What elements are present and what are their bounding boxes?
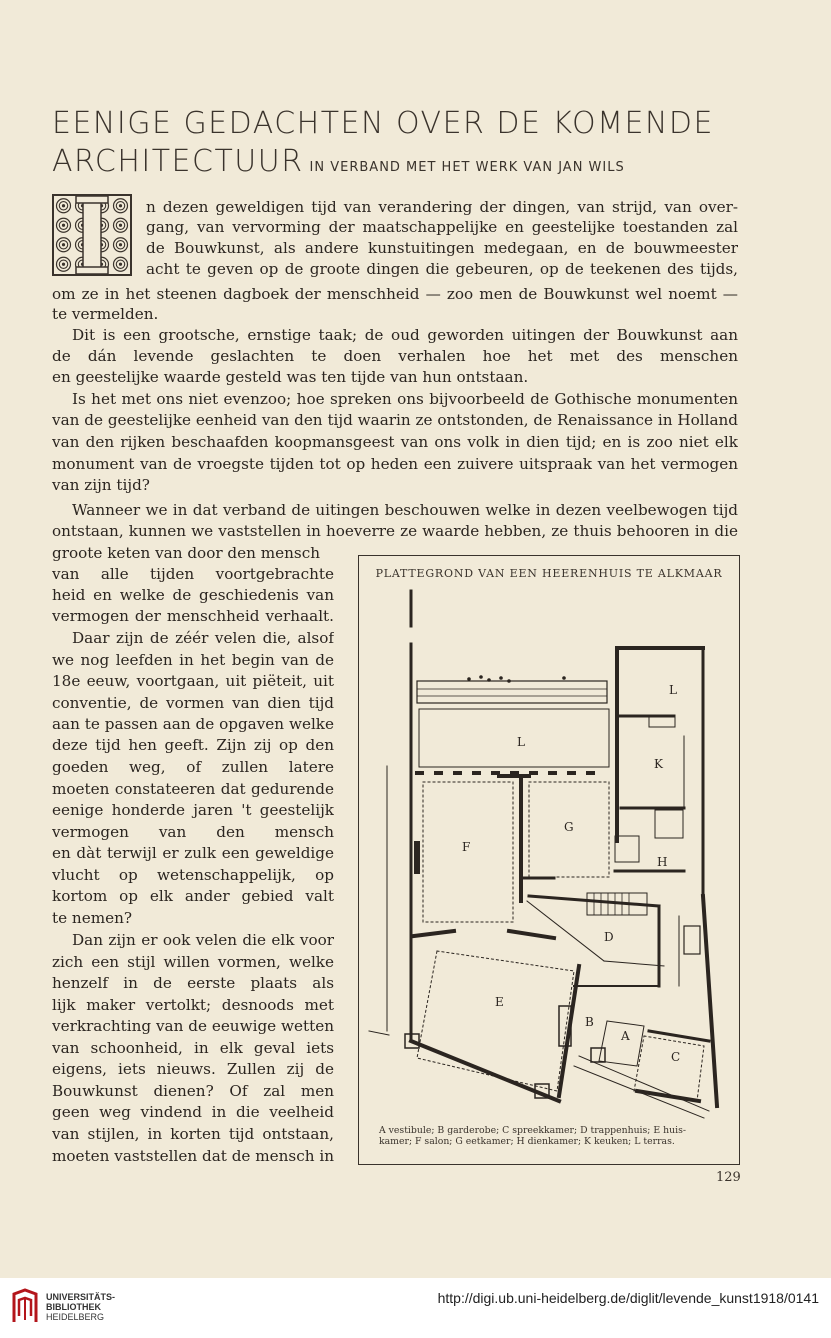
text-line: ontstaan, kunnen we vaststellen in hoeverre ze waarde hebben, ze thuis behooren in die bbox=[52, 522, 738, 540]
plan-label-e: E bbox=[495, 995, 504, 1009]
article-title-line2 bbox=[52, 144, 625, 179]
plan-label-l-top: L bbox=[669, 683, 677, 697]
article-title-line1: EENIGE GEDACHTEN OVER DE KOMENDE bbox=[52, 106, 714, 141]
university-library-logo-icon[interactable] bbox=[10, 1286, 40, 1326]
plan-label-f: F bbox=[462, 840, 471, 854]
text-line: aan te passen aan de opgaven welke bbox=[52, 715, 334, 733]
text-line: vlucht op wetenschappelijk, op bbox=[52, 866, 334, 884]
plan-label-l: L bbox=[517, 735, 525, 749]
text-line: verkrachting van de eeuwige wetten bbox=[52, 1017, 334, 1035]
text-line: Wanneer we in dat verband de uitingen beschouwen welke in dezen veelbewogen tijd bbox=[72, 501, 738, 519]
text-line: eigens, iets nieuws. Zullen zij de bbox=[52, 1060, 334, 1078]
text-line: van schoonheid, in elk geval iets bbox=[52, 1039, 334, 1057]
plan-label-c: C bbox=[671, 1050, 681, 1064]
text-line: Daar zijn de zéér velen die, alsof bbox=[72, 629, 334, 647]
text-line: eenige honderde jaren 't geestelijk bbox=[52, 801, 334, 819]
text-line: van den rijken beschaafden koopmansgeest van ons volk in dien tijd; en is zoo niet elk bbox=[52, 433, 738, 451]
text-line: Dan zijn er ook velen die elk voor bbox=[72, 931, 334, 949]
text-line: moeten vaststellen dat de mensch in bbox=[52, 1147, 334, 1165]
plan-label-d: D bbox=[604, 930, 614, 944]
text-line: Is het met ons niet evenzoo; hoe spreken ons bijvoorbeeld de Gothische monumenten bbox=[72, 390, 738, 408]
text-line: acht te geven op de groote dingen die gebeuren, op de teekenen des tijds, bbox=[146, 260, 738, 278]
text-line: kortom op elk ander gebied valt bbox=[52, 887, 334, 905]
text-line: de dán levende geslachten te doen verhalen hoe het met des menschen bbox=[52, 347, 738, 365]
text-line: henzelf in de eerste plaats als bbox=[52, 974, 334, 992]
text-line: Dit is een grootsche, ernstige taak; de oud geworden uitingen der Bouwkunst aan bbox=[72, 326, 738, 344]
text-line: zich een stijl willen vormen, welke bbox=[52, 953, 334, 971]
text-line: groote keten van door den mensch bbox=[52, 544, 320, 562]
text-line: van de geestelijke eenheid van den tijd waarin ze ontstonden, de Renaissance in Holland bbox=[52, 411, 738, 429]
article-title-main: ARCHITECTUUR bbox=[52, 144, 304, 179]
viewer-footer bbox=[0, 1278, 831, 1338]
library-name[interactable]: UNIVERSITÄTS- BIBLIOTHEK HEIDELBERG bbox=[46, 1292, 116, 1322]
permalink-url[interactable]: http://digi.ub.uni-heidelberg.de/diglit/levende_kunst1918/0141 bbox=[437, 1290, 819, 1306]
plan-label-g: G bbox=[564, 820, 574, 834]
text-line: deze tijd hen geeft. Zijn zij op den bbox=[52, 736, 334, 754]
text-line: om ze in het steenen dagboek der menschheid — zoo men de Bouwkunst wel noemt — bbox=[52, 285, 738, 303]
decorative-initial-i bbox=[52, 194, 132, 276]
text-line: 18e eeuw, voortgaan, uit piëteit, uit bbox=[52, 672, 334, 690]
text-line: Bouwkunst dienen? Of zal men bbox=[52, 1082, 334, 1100]
text-line: en geestelijke waarde gesteld was ten tijde van hun ontstaan. bbox=[52, 368, 529, 386]
text-line: goeden weg, of zullen latere bbox=[52, 758, 334, 776]
text-line: de Bouwkunst, als andere kunstuitingen medegaan, en de bouwmeester bbox=[146, 239, 738, 257]
plan-label-k: K bbox=[654, 757, 663, 771]
text-line: vermogen van den mensch bbox=[52, 823, 334, 841]
text-line: van zijn tijd? bbox=[52, 476, 150, 494]
text-line: te nemen? bbox=[52, 909, 133, 927]
text-line: moeten constateeren dat gedurende bbox=[52, 780, 334, 798]
caption-line: A vestibule; B garderobe; C spreekkamer; D trappenhuis; E huis- bbox=[379, 1125, 686, 1136]
text-line: te vermelden. bbox=[52, 305, 159, 323]
floor-plan-drawing bbox=[359, 586, 739, 1121]
figure-title: PLATTEGROND VAN EEN HEERENHUIS TE ALKMAAR bbox=[375, 567, 723, 580]
text-line: geen weg vindend in die veelheid bbox=[52, 1103, 334, 1121]
text-line: heid en welke de geschiedenis van bbox=[52, 586, 334, 604]
plan-label-b: B bbox=[585, 1015, 594, 1029]
floor-plan-figure bbox=[358, 555, 740, 1165]
page-number: 129 bbox=[716, 1170, 741, 1185]
text-line: monument van de vroegste tijden tot op heden een zuivere uitspraak van het vermogen bbox=[52, 455, 738, 473]
text-line: n dezen geweldigen tijd van verandering der dingen, van strijd, van over- bbox=[146, 198, 738, 216]
text-line: van alle tijden voortgebrachte bbox=[52, 565, 334, 583]
caption-line: kamer; F salon; G eetkamer; H dienkamer; K keuken; L terras. bbox=[379, 1136, 675, 1147]
text-line: conventie, de vormen van dien tijd bbox=[52, 694, 334, 712]
article-subtitle: IN VERBAND MET HET WERK VAN JAN WILS bbox=[309, 160, 625, 175]
text-line: we nog leefden in het begin van de bbox=[52, 651, 334, 669]
text-line: van stijlen, in korten tijd ontstaan, bbox=[52, 1125, 334, 1143]
plan-label-a: A bbox=[621, 1029, 630, 1043]
text-line: en dàt terwijl er zulk een geweldige bbox=[52, 844, 334, 862]
figure-caption bbox=[379, 1125, 723, 1147]
plan-label-h: H bbox=[657, 855, 668, 869]
text-line: vermogen der menschheid verhaalt. bbox=[52, 607, 334, 625]
text-line: gang, van vervorming der maatschappelijke en geestelijke toestanden zal bbox=[146, 218, 738, 236]
text-line: lijk maker vertolkt; desnoods met bbox=[52, 996, 334, 1014]
